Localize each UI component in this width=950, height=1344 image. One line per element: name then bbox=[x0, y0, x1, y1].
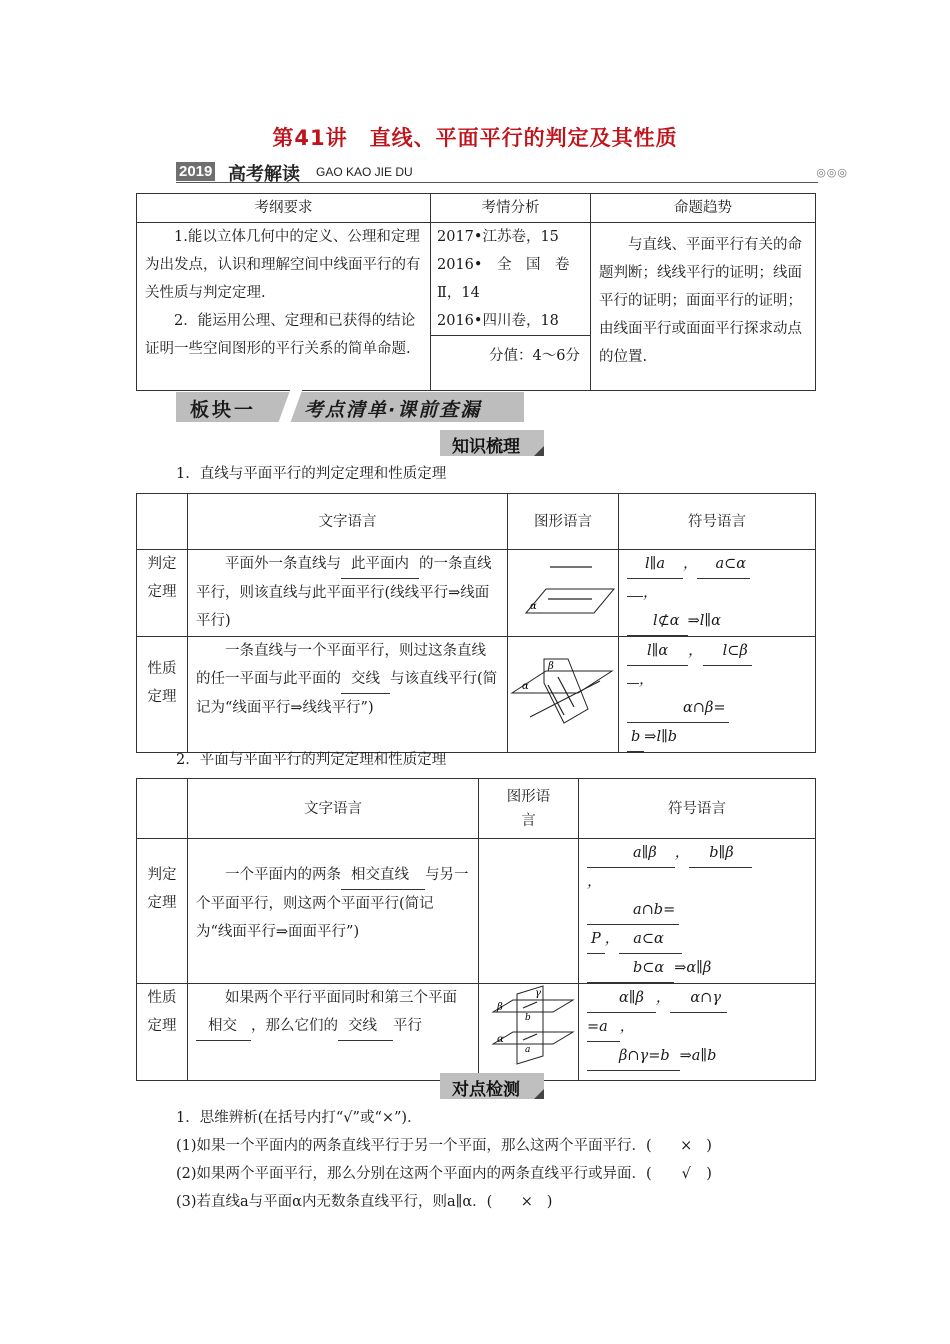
answer-mark: × bbox=[520, 1194, 533, 1210]
symbol-blank: a⊂α bbox=[619, 925, 682, 954]
criterion-symbols: l∥a ， a⊂α ， l⊄α ⇒l∥α bbox=[619, 550, 816, 637]
text-part: 的一条直线平行，则该直线与此平面平行(线线平行⇒线面平行) bbox=[196, 556, 492, 629]
header-figure-language: 图形语言 bbox=[508, 494, 619, 550]
symbol-blank: =a bbox=[587, 1013, 620, 1042]
symbol-blank bbox=[627, 596, 643, 597]
blank-answer: 相交 bbox=[196, 1012, 251, 1041]
property-text bbox=[188, 984, 479, 1081]
requirement-2: 2．能运用公理、定理和已获得的结论证明一些空间图形的平行关系的简单命题. bbox=[145, 313, 416, 357]
analysis-item: 2017•江苏卷，15 bbox=[437, 229, 559, 245]
text-part: 与另一个平面平行，则这两个平面平行(简记为“线面平行⇒面面平行”) bbox=[196, 867, 469, 940]
criterion-text bbox=[188, 839, 479, 984]
header-requirements: 考纲要求 bbox=[137, 194, 431, 223]
symbol-blank: l∥a bbox=[627, 550, 683, 579]
text-part: ，那么它们的 bbox=[251, 1018, 338, 1034]
question-text: (2)如果两个平面平行，那么分别在这两个平面内的两条直线平行或异面．( bbox=[176, 1166, 667, 1182]
row-label-criterion: 判定定理 bbox=[137, 550, 188, 637]
subheading-2: 2．平面与平面平行的判定定理和性质定理 bbox=[176, 752, 447, 768]
answer-mark: × bbox=[680, 1138, 693, 1154]
question-end: ) bbox=[706, 1166, 712, 1182]
section-divider bbox=[278, 390, 302, 424]
svg-text:b: b bbox=[525, 1013, 531, 1023]
banner-year: 2019 bbox=[176, 162, 215, 181]
text-part: 与该直线平行(简记为“线面平行⇒线线平行”) bbox=[196, 671, 498, 716]
corner-cell bbox=[137, 494, 188, 550]
svg-text:β: β bbox=[548, 660, 554, 672]
figure-line-plane-property bbox=[508, 637, 619, 753]
symbol-blank bbox=[627, 683, 639, 684]
row-label-property: 性质定理 bbox=[137, 637, 188, 753]
self-check-tag bbox=[440, 1073, 544, 1099]
line-plane-table bbox=[136, 493, 816, 753]
self-check-tag-label: 对点检测 bbox=[452, 1080, 520, 1100]
symbol-conclusion: ⇒l∥b bbox=[644, 729, 678, 745]
symbol-blank: α∥β bbox=[587, 984, 656, 1013]
symbol-blank: a∥β bbox=[587, 839, 675, 868]
exam-interpretation-banner bbox=[176, 160, 848, 184]
text-part: 平面外一条直线与 bbox=[225, 556, 341, 572]
banner-dots-icon: ◎◎◎ bbox=[816, 166, 848, 179]
blank-answer: 此平面内 bbox=[341, 550, 419, 579]
symbol-blank: b bbox=[627, 723, 644, 752]
trend-text: 与直线、平面平行有关的命题判断；线线平行的证明；线面平行的证明；面面平行的证明；由线面平行或面面平行探求动点的位置. bbox=[599, 237, 802, 365]
blank-answer: 交线 bbox=[341, 665, 390, 694]
svg-text:α: α bbox=[530, 601, 537, 612]
symbol-blank: b⊂α bbox=[587, 954, 674, 983]
question-text: (1)如果一个平面内的两条直线平行于另一个平面，那么这两个平面平行．( bbox=[176, 1138, 667, 1154]
question-3 bbox=[176, 1188, 712, 1216]
exam-analysis-table bbox=[136, 193, 816, 391]
figure-plane-plane-property bbox=[479, 984, 579, 1081]
symbol-blank: b∥β bbox=[689, 839, 751, 868]
symbol-conclusion: ⇒a∥b bbox=[679, 1048, 717, 1064]
row-label-property: 性质定理 bbox=[137, 984, 188, 1081]
text-part: 一个平面内的两条 bbox=[225, 867, 341, 883]
symbol-blank: l∥α bbox=[627, 637, 688, 666]
subheading-1: 1．直线与平面平行的判定定理和性质定理 bbox=[176, 466, 447, 482]
banner-pinyin: GAO KAO JIE DU bbox=[316, 165, 413, 179]
property-symbols: l∥α ， l⊂β ， α∩β= b ⇒l∥b bbox=[619, 637, 816, 753]
symbol-blank: α∩β= bbox=[627, 694, 729, 723]
text-part: 如果两个平行平面同时和第三个平面 bbox=[225, 990, 457, 1006]
header-text-language: 文字语言 bbox=[188, 494, 508, 550]
symbol-conclusion: ⇒l∥α bbox=[687, 613, 721, 629]
blank-answer: 交线 bbox=[338, 1012, 393, 1041]
blank-answer: 相交直线 bbox=[341, 861, 425, 890]
plane-plane-table bbox=[136, 778, 816, 1081]
header-figure-language: 图形语言 bbox=[479, 779, 579, 839]
banner-rule bbox=[176, 182, 818, 183]
score-cell: 分值：4～6分 bbox=[431, 336, 591, 391]
figure-line-plane-criterion bbox=[508, 550, 619, 637]
symbol-conclusion: ⇒α∥β bbox=[674, 960, 712, 976]
svg-text:β: β bbox=[497, 1002, 503, 1013]
knowledge-tag-label: 知识梳理 bbox=[452, 437, 520, 457]
header-symbol-language: 符号语言 bbox=[579, 779, 816, 839]
question-1 bbox=[176, 1132, 712, 1160]
requirement-1: 1.能以立体几何中的定义、公理和定理为出发点，认识和理解空间中线面平行的有关性质与判定定理. bbox=[145, 229, 421, 301]
question-text: (3)若直线a与平面α内无数条直线平行，则a∥α．( bbox=[176, 1194, 507, 1210]
header-analysis: 考情分析 bbox=[431, 194, 591, 223]
symbol-blank: l⊄α bbox=[627, 607, 688, 636]
property-text bbox=[188, 637, 508, 753]
tag-corner bbox=[534, 1089, 544, 1099]
header-symbol-language: 符号语言 bbox=[619, 494, 816, 550]
svg-text:α: α bbox=[522, 680, 529, 692]
requirements-cell bbox=[137, 223, 431, 391]
text-part: 一条直线与一个平面平行，则过这条直线的任一平面与此平面的 bbox=[196, 643, 486, 687]
symbol-blank: β∩γ=b bbox=[587, 1042, 680, 1071]
symbol-blank: l⊂β bbox=[703, 637, 752, 666]
corner-cell bbox=[137, 779, 188, 839]
analysis-item: 2016•四川卷，18 bbox=[437, 313, 559, 329]
question-intro: 1．思维辨析(在括号内打“√”或“×”)． bbox=[176, 1110, 422, 1126]
row-label-criterion: 判定定理 bbox=[137, 839, 188, 984]
question-end: ) bbox=[546, 1194, 553, 1210]
symbol-blank: a∩b= bbox=[587, 896, 679, 925]
tag-corner bbox=[534, 446, 544, 456]
banner-title: 高考解读 bbox=[228, 164, 300, 185]
question-end: ) bbox=[706, 1138, 712, 1154]
section-header bbox=[176, 392, 524, 422]
symbol-blank: a⊂α bbox=[697, 550, 750, 579]
text-part: 平行 bbox=[393, 1018, 422, 1034]
criterion-symbols: a∥β ， b∥β ， a∩b= P ， a⊂α b⊂α ⇒α∥β bbox=[579, 839, 816, 984]
criterion-text bbox=[188, 550, 508, 637]
page-title: 第41讲 直线、平面平行的判定及其性质 bbox=[272, 126, 678, 150]
header-trend: 命题趋势 bbox=[591, 194, 816, 223]
section-name: 考点清单·课前查漏 bbox=[304, 399, 482, 421]
svg-text:α: α bbox=[497, 1034, 504, 1045]
symbol-blank: P bbox=[587, 925, 605, 954]
analysis-cell bbox=[431, 223, 591, 336]
analysis-item: 2016• 全 国 卷Ⅱ，14 bbox=[437, 257, 570, 301]
svg-text:γ: γ bbox=[535, 988, 541, 999]
section-part: 板块一 bbox=[190, 399, 257, 421]
question-2 bbox=[176, 1160, 712, 1188]
property-symbols: α∥β ， α∩γ =a ， β∩γ=b ⇒a∥b bbox=[579, 984, 816, 1081]
symbol-blank: α∩γ bbox=[670, 984, 727, 1013]
answer-mark: √ bbox=[681, 1166, 691, 1182]
self-check-list bbox=[176, 1104, 712, 1216]
knowledge-tag bbox=[440, 430, 544, 456]
header-text-language: 文字语言 bbox=[188, 779, 479, 839]
trend-cell bbox=[591, 223, 816, 391]
svg-text:a: a bbox=[525, 1045, 531, 1055]
figure-plane-plane-criterion bbox=[479, 839, 579, 984]
